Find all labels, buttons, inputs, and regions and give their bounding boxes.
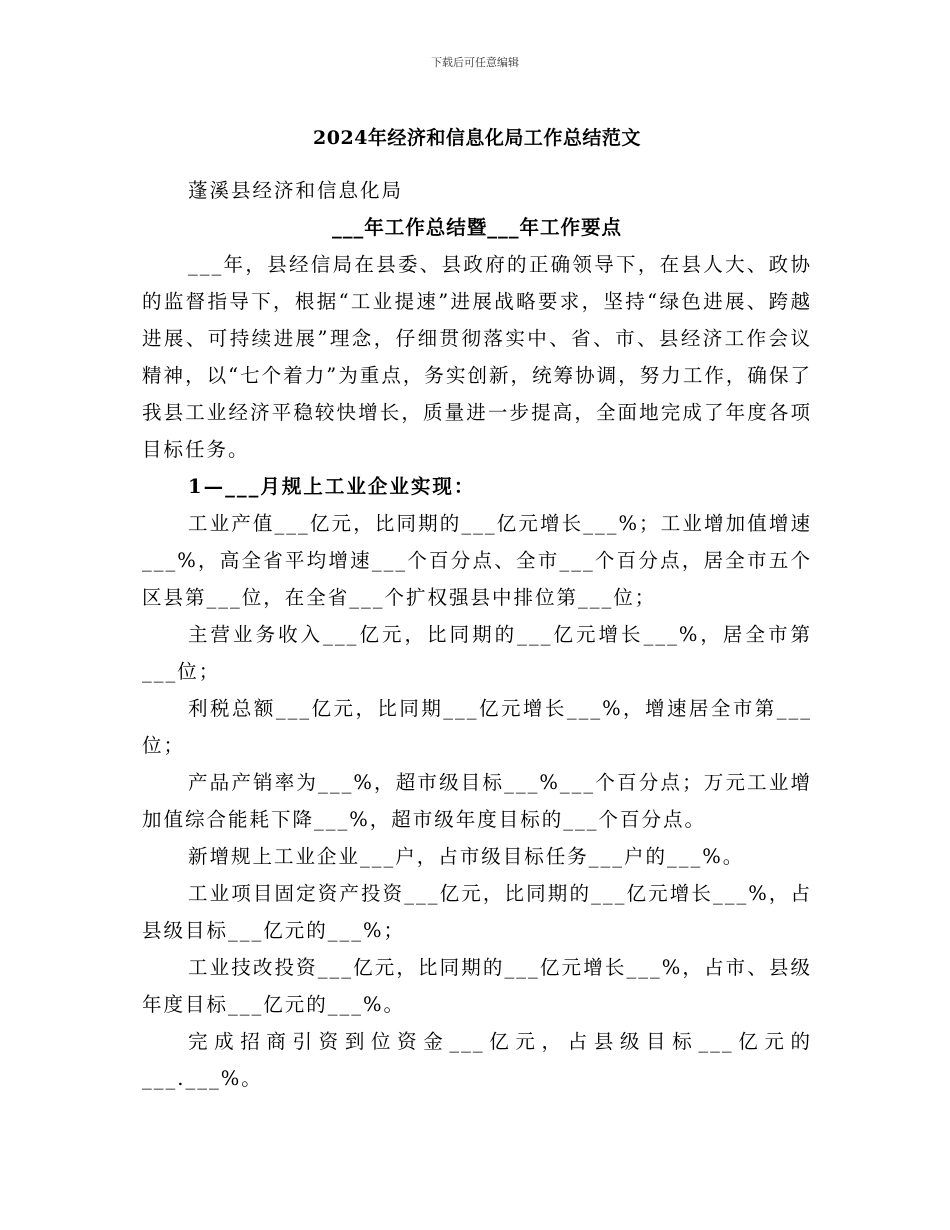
document-subtitle: ___年工作总结暨___年工作要点 xyxy=(331,216,622,239)
section-heading: 1—___月规上工业企业实现： xyxy=(188,475,476,498)
paragraph-fixed-investment: 工业项目固定资产投资___亿元，比同期的___亿元增长___%，占县级目标___亿元的___%； xyxy=(142,882,812,942)
paragraph-industrial-output: 工业产值___亿元，比同期的___亿元增长___%；工业增加值增速___%，高全省平均增速___个百分点、全市___个百分点，居全市五个区县第___位，在全省___个扩权强县中排位第___位； xyxy=(142,512,812,609)
paragraph-investment-attraction: 完成招商引资到位资金___亿元，占县级目标___亿元的___.___%。 xyxy=(142,1030,812,1090)
paragraph-tech-investment: 工业技改投资___亿元，比同期的___亿元增长___%，占市、县级年度目标___亿元的___%。 xyxy=(142,956,812,1016)
organization-name: 蓬溪县经济和信息化局 xyxy=(188,179,404,202)
document-body xyxy=(142,124,812,1097)
paragraph-intro: ___年，县经信局在县委、县政府的正确领导下，在县人大、政协的监督指导下，根据“工业提速”进展战略要求，坚持“绿色进展、跨越进展、可持续进展”理念，仔细贯彻落实中、省、市、县经济工作会议精神，以“七个着力”为重点，务实创新，统筹协调，努力工作，确保了我县工业经济平稳较快增长，质量进一步提高，全面地完成了年度各项目标任务。 xyxy=(142,253,812,461)
page-header-note: 下载后可任意编辑 xyxy=(431,56,519,69)
document-title: 2024年经济和信息化局工作总结范文 xyxy=(313,127,641,149)
paragraph-sales-rate: 产品产销率为___%，超市级目标___%___个百分点；万元工业增加值综合能耗下降___%，超市级年度目标的___个百分点。 xyxy=(142,771,812,831)
paragraph-main-revenue: 主营业务收入___亿元，比同期的___亿元增长___%，居全市第___位； xyxy=(142,623,812,683)
paragraph-profit-tax: 利税总额___亿元，比同期___亿元增长___%，增速居全市第___位； xyxy=(142,697,812,757)
paragraph-new-enterprises: 新增规上工业企业___户，占市级目标任务___户的___%。 xyxy=(188,845,745,868)
